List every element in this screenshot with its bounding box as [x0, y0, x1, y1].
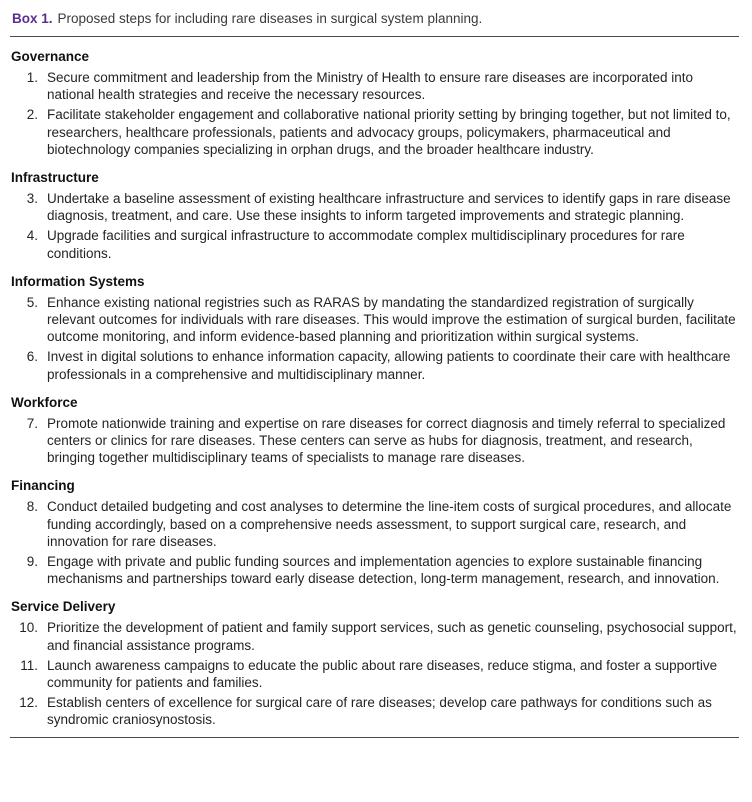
list-item: [10, 348, 739, 382]
list-item: [10, 553, 739, 587]
section-heading-service-delivery: Service Delivery: [11, 599, 116, 615]
list-item: [10, 227, 739, 261]
list-item: [10, 415, 739, 467]
list-item: [10, 294, 739, 346]
section-heading-infrastructure: Infrastructure: [11, 170, 99, 186]
box-label: Box 1.: [12, 11, 53, 26]
item-text: Prioritize the development of patient and family support services, such as genetic counseling, psychosocial support, and financial assistance programs.: [47, 620, 737, 653]
box-title: Proposed steps for including rare diseases in surgical system planning.: [57, 11, 483, 26]
item-number: 11.: [20, 657, 38, 673]
item-text: Engage with private and public funding sources and implementation agencies to explore sustainable financing mechanisms and partnerships toward early disease detection, long-term management, research, and innovation.: [47, 554, 720, 587]
list-item: [10, 69, 739, 103]
item-text: Upgrade facilities and surgical infrastructure to accommodate complex multidisciplinary procedures for rare conditions.: [47, 228, 685, 261]
item-text: Secure commitment and leadership from the Ministry of Health to ensure rare diseases are incorporated into national health strategies and receive the necessary resources.: [47, 70, 694, 103]
item-text: Launch awareness campaigns to educate the public about rare diseases, reduce stigma, and foster a supportive community for patients and families.: [47, 657, 718, 691]
item-number: 7.: [26, 415, 38, 431]
item-text: Invest in digital solutions to enhance information capacity, allowing patients to coordinate their care with healthcare professionals in a comprehensive and multidisciplinary manner.: [47, 349, 731, 382]
item-text: Promote nationwide training and expertise on rare diseases for correct diagnosis and timely referral to specialized centers or clinics for rare diseases. These centers can serve as hubs for diagnosis, treatment, and research, bringing together multidisciplinary teams of specialists to manage rare diseases.: [47, 415, 726, 466]
list-item: [10, 619, 739, 653]
item-number: 8.: [26, 499, 38, 515]
list-item: [10, 498, 739, 550]
section-heading-financing: Financing: [11, 478, 75, 494]
item-number: 6.: [26, 349, 38, 365]
item-number: 5.: [26, 294, 38, 310]
item-number: 2.: [26, 107, 38, 123]
section-heading-governance: Governance: [11, 49, 90, 64]
item-text: Establish centers of excellence for surgical care of rare diseases; develop care pathways for conditions such as syndromic craniosynostosis.: [47, 695, 712, 728]
item-number: 10.: [19, 620, 38, 636]
item-number: 9.: [26, 554, 38, 570]
item-text: Enhance existing national registries such as RARAS by mandating the standardized registration of surgically relevant outcomes for individuals with rare diseases. This would improve the estimation of surgical burden, facilitate outcome monitoring, and inform evidence-based planning and prioritization within surgical systems.: [47, 294, 736, 345]
item-text: Conduct detailed budgeting and cost analyses to determine the line-item costs of surgical procedures, and allocate funding accordingly, based on a comprehensive needs assessment, to support surgical care, research, and innovation for rare diseases.: [47, 499, 732, 549]
item-number: 1.: [26, 70, 38, 85]
item-text: Facilitate stakeholder engagement and collaborative national priority setting by bringing together, but not limited to, researchers, healthcare professionals, patients and advocacy groups, policymakers, pharmaceutical and biotechnology companies specializing in orphan drugs, and the broader healthcare industry.: [47, 107, 731, 157]
section-heading-information-systems: Information Systems: [11, 273, 145, 289]
box-content: [10, 48, 739, 729]
section-heading-workforce: Workforce: [11, 394, 78, 410]
bottom-rule: [10, 737, 739, 738]
list-item: [10, 106, 739, 158]
list-item: [10, 190, 739, 224]
item-text: Undertake a baseline assessment of existing healthcare infrastructure and services to identify gaps in rare disease diagnosis, treatment, and care. Use these insights to inform targeted improvements and strategic planning.: [47, 191, 731, 224]
item-number: 4.: [26, 228, 38, 244]
list-item: [10, 694, 739, 728]
item-number: 12.: [19, 695, 38, 711]
box-caption: [10, 6, 739, 36]
caption-divider: [10, 36, 739, 37]
list-item: [10, 657, 739, 691]
item-number: 3.: [26, 191, 38, 207]
